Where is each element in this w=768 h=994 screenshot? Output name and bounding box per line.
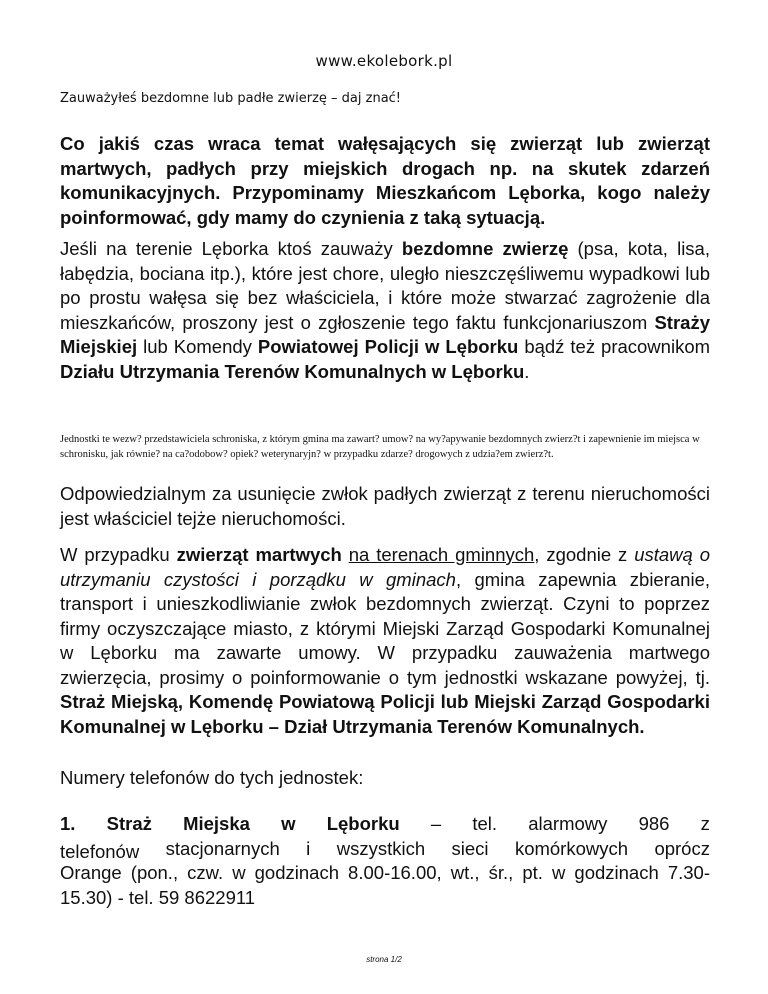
lead-paragraph: Co jakiś czas wraca temat wałęsających się zwierząt lub zwierząt martwych, padłych przy miejskich drogach np. na skutek zdarzeń komunikacyjnych. Przypominamy Mieszkańcom Lęborka, kogo należy poinformować, gdy mamy do czynienia z taką sytuacją.	[60, 133, 710, 228]
bold-text: Straż	[106, 813, 152, 834]
paragraph-homeless-animals	[60, 237, 710, 384]
paragraph-dead-animals	[60, 543, 710, 739]
small-note: Jednostki te wezw? przedstawiciela schroniska, z którym gmina ma zawart? umow? na wy?apywanie bezdomnych zwierz?t i zapewnienie im miejsca w schronisku, jak równie? na ca?odobow? opiek? weterynaryjn? w przypadku zdarze? drogowych z udzia?em zwierz?t.	[60, 434, 700, 460]
text: i	[306, 837, 311, 859]
bold-text: Miejska	[183, 813, 250, 834]
text: komórkowych	[514, 837, 629, 859]
text: Jeśli na terenie Lęborka ktoś zauważy	[60, 238, 402, 259]
text: , zgodnie z	[534, 544, 635, 565]
bold-text: Działu Utrzymania Terenów Komunalnych w Lęborku	[60, 360, 525, 382]
bold-text: w	[281, 813, 296, 834]
text: –	[430, 813, 442, 834]
list-line	[60, 837, 710, 862]
text: tel.	[472, 813, 498, 834]
text: bądź też pracownikom	[518, 336, 711, 357]
phone-numbers-heading: Numery telefonów do tych jednostek:	[60, 767, 364, 788]
text: alarmowy	[528, 813, 608, 834]
text	[342, 544, 349, 565]
bold-text: zwierząt martwych	[176, 544, 342, 565]
text: W przypadku	[60, 544, 177, 565]
list-number: 1.	[60, 813, 76, 834]
underlined-text: na terenach gminnych	[348, 544, 535, 565]
phone-list-item-1	[60, 812, 710, 910]
bold-text: Lęborku	[326, 813, 400, 834]
text: stacjonarnych	[165, 837, 280, 859]
page-number: strona 1/2	[366, 955, 402, 964]
text: wszystkich	[336, 837, 426, 859]
bold-text: bezdomne zwierzę	[401, 238, 569, 259]
list-continuation: Orange (pon., czw. w godzinach 8.00-16.00, wt., śr., pt. w godzinach 7.30-15.30) - tel. 59 8622911	[60, 862, 710, 908]
list-line	[60, 812, 710, 837]
text: 986	[638, 813, 670, 834]
paragraph-owner-responsibility: Odpowiedzialnym za usunięcie zwłok padłych zwierząt z terenu nieruchomości jest właściciel tejże nieruchomości.	[60, 483, 710, 529]
text: .	[524, 360, 530, 382]
bold-text: Straży Miejskiej	[60, 311, 710, 357]
text: telefonów	[60, 840, 140, 862]
text: oprócz	[654, 837, 710, 859]
text: z	[700, 813, 710, 834]
subtitle: Zauważyłeś bezdomne lub padłe zwierzę – daj znać!	[60, 91, 402, 106]
italic-text: ustawą o utrzymaniu czystości i porządku w gminach	[60, 544, 710, 590]
text: (psa, kota, lisa, łabędzia, bociana itp.), które jest chore, uległo nieszczęśliwemu wypadkowi lub po prostu wałęsa się bez właściciela, i które może stwarzać zagrożenie dla mieszkańców, proszony jest o zgłoszenie tego faktu funkcjonariuszom	[60, 238, 710, 333]
bold-text: Powiatowej Policji w Lęborku	[257, 336, 519, 357]
text: lub Komendy	[137, 336, 258, 357]
bold-text: Straż Miejską, Komendę Powiatową Policji lub Miejski Zarząd Gospodarki Komunalnej w Lęborku – Dział Utrzymania Terenów Komunalnych.	[60, 691, 710, 737]
site-url: www.ekolebork.pl	[315, 52, 453, 70]
text: sieci	[451, 837, 489, 859]
text: , gmina zapewnia zbieranie, transport i unieszkodliwianie zwłok bezdomnych zwierząt. Czyni to poprzez firmy oczyszczające miasto, z którymi Miejski Zarząd Gospodarki Komunalnej w Lęborku ma zawarte umowy. W przypadku zauważenia martwego zwierzęcia, prosimy o poinformowanie o tym jednostki wskazane powyżej, tj.	[60, 568, 710, 688]
